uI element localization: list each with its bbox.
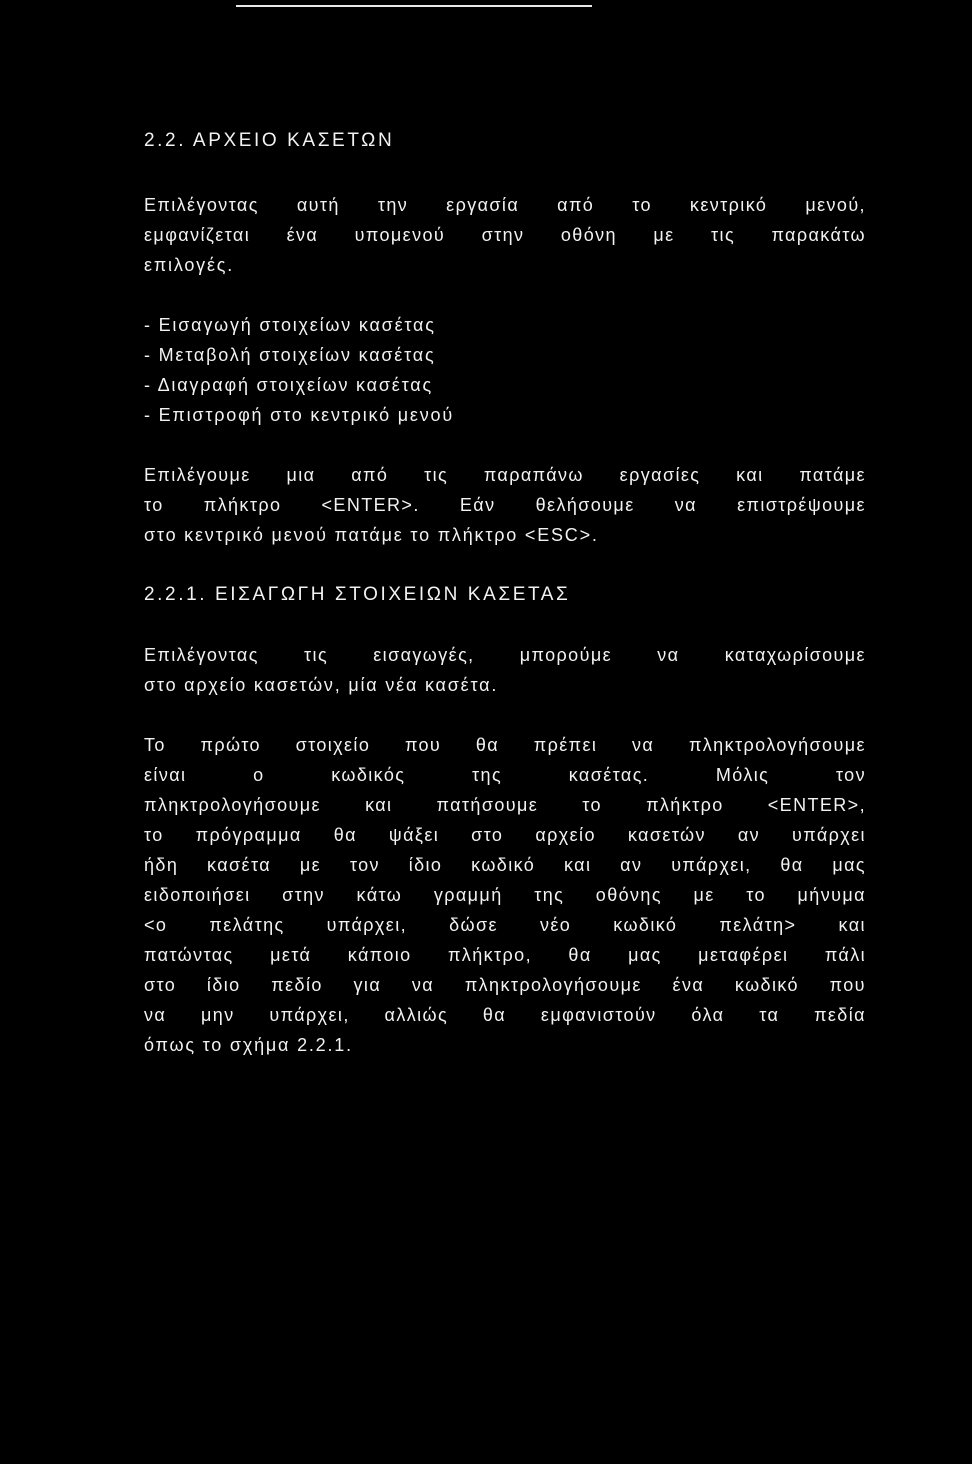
word: να — [632, 735, 655, 755]
word: κωδικό — [734, 975, 799, 995]
list-item: - Εισαγωγή στοιχείων κασέτας — [144, 315, 436, 335]
word: Επιλέγοντας — [144, 645, 259, 665]
text-line: επιλογές. — [144, 255, 235, 275]
word: που — [829, 975, 866, 995]
word: της — [534, 885, 565, 905]
word: νέο — [539, 915, 572, 935]
word: αν — [620, 855, 643, 875]
text-line — [144, 910, 866, 940]
word: ο — [253, 765, 265, 785]
text-line — [144, 880, 866, 910]
word: κάποιο — [347, 945, 412, 965]
word: της — [472, 765, 503, 785]
word: γραμμή — [433, 885, 503, 905]
word: κωδικό — [613, 915, 678, 935]
word: καταχωρίσουμε — [724, 645, 866, 665]
list-item: - Επιστροφή στο κεντρικό μενού — [144, 405, 454, 425]
word: Το — [144, 735, 166, 755]
subsection-heading: 2.2.1. ΕΙΣΑΓΩΓΗ ΣΤΟΙΧΕΙΩΝ ΚΑΣΕΤΑΣ — [144, 584, 571, 605]
text-line: στο κεντρικό μενού πατάμε το πλήκτρο <ESC>. — [144, 525, 599, 545]
word: το — [144, 825, 164, 845]
word: εργασίες — [619, 465, 701, 485]
word: αυτή — [296, 195, 340, 215]
word: εμφανίζεται — [144, 225, 251, 245]
word: το — [746, 885, 766, 905]
text-line — [144, 1000, 866, 1030]
text-line — [144, 490, 866, 520]
word: στο — [144, 975, 177, 995]
word: να — [144, 1005, 167, 1025]
word: με — [693, 885, 715, 905]
section-heading: 2.2. ΑΡΧΕΙΟ ΚΑΣΕΤΩΝ — [144, 130, 395, 151]
word: ήδη — [144, 855, 179, 875]
list-item: - Μεταβολή στοιχείων κασέτας — [144, 345, 436, 365]
word: μπορούμε — [519, 645, 613, 665]
word: οθόνη — [560, 225, 617, 245]
word: πλήκτρο — [646, 795, 724, 815]
word: από — [351, 465, 389, 485]
text-line — [144, 190, 866, 220]
top-rule — [236, 5, 592, 7]
word: να — [674, 495, 697, 515]
submenu-list — [144, 310, 866, 430]
word: υπάρχει — [792, 825, 866, 845]
text-line — [144, 940, 866, 970]
text-line: στο αρχείο κασετών, μία νέα κασέτα. — [144, 675, 499, 695]
word: τα — [759, 1005, 780, 1025]
word: ίδιο — [206, 975, 241, 995]
word: θα — [568, 945, 592, 965]
word: παραπάνω — [483, 465, 584, 485]
paragraph-2 — [144, 730, 866, 1060]
word: το — [582, 795, 602, 815]
word: με — [299, 855, 322, 875]
list-item: - Διαγραφή στοιχείων κασέτας — [144, 375, 433, 395]
intro-paragraph — [144, 190, 866, 280]
word: πρέπει — [533, 735, 598, 755]
word: κασετών — [627, 825, 706, 845]
word: να — [657, 645, 680, 665]
word: θα — [475, 735, 500, 755]
word: Εάν — [459, 495, 496, 515]
word: τις — [711, 225, 736, 245]
word: πρόγραμμα — [195, 825, 302, 845]
word: και — [736, 465, 764, 485]
word: υπάρχει, — [269, 1005, 350, 1025]
word: κάτω — [356, 885, 403, 905]
word: αν — [737, 825, 761, 845]
word: δώσε — [449, 915, 498, 935]
word: κασέτα — [207, 855, 272, 875]
word: εισαγωγές, — [373, 645, 475, 665]
word: από — [557, 195, 595, 215]
word: θα — [333, 825, 357, 845]
word: μήνυμα — [797, 885, 866, 905]
word: όλα — [691, 1005, 725, 1025]
word: την — [377, 195, 409, 215]
word: Επιλέγοντας — [144, 195, 259, 215]
text-line — [144, 850, 866, 880]
word: στοιχείο — [295, 735, 371, 755]
document-body — [144, 126, 866, 1060]
word: τις — [424, 465, 449, 485]
word: στο — [471, 825, 504, 845]
word: <ENTER>. — [321, 495, 420, 515]
word: πελάτη> — [719, 915, 797, 935]
word: εμφανιστούν — [540, 1005, 657, 1025]
word: τον — [349, 855, 380, 875]
word: πατάμε — [799, 465, 866, 485]
word: μια — [286, 465, 316, 485]
word: πληκτρολογήσουμε — [144, 795, 321, 815]
word: μετά — [270, 945, 312, 965]
word: παρακάτω — [771, 225, 866, 245]
word: που — [404, 735, 442, 755]
text-line — [144, 220, 866, 250]
word: μενού, — [805, 195, 866, 215]
word: και — [563, 855, 592, 875]
text-line: όπως το σχήμα 2.2.1. — [144, 1035, 353, 1055]
word: στην — [481, 225, 525, 245]
word: θελήσουμε — [535, 495, 635, 515]
word: πάλι — [824, 945, 866, 965]
word: θα — [780, 855, 804, 875]
word: οθόνης — [595, 885, 662, 905]
word: κεντρικό — [689, 195, 768, 215]
word: για — [353, 975, 382, 995]
word: το — [144, 495, 164, 515]
word: μην — [201, 1005, 235, 1025]
word: εργασία — [446, 195, 520, 215]
word: κασέτας. — [568, 765, 650, 785]
text-line — [144, 970, 866, 1000]
word: και — [365, 795, 393, 815]
word: πατήσουμε — [436, 795, 539, 815]
word: πλήκτρο, — [447, 945, 532, 965]
word: πατώντας — [144, 945, 234, 965]
paragraph-1 — [144, 640, 866, 700]
word: με — [653, 225, 675, 245]
word: <ENTER>, — [767, 795, 866, 815]
word: κωδικό — [471, 855, 536, 875]
text-line — [144, 790, 866, 820]
word: μας — [832, 855, 866, 875]
word: ειδοποιήσει — [144, 885, 251, 905]
instructions-paragraph — [144, 460, 866, 550]
word: αλλιώς — [384, 1005, 449, 1025]
word: το — [632, 195, 652, 215]
word: είναι — [144, 765, 187, 785]
word: ψάξει — [388, 825, 440, 845]
text-line — [144, 460, 866, 490]
word: ίδιο — [408, 855, 443, 875]
word: μεταφέρει — [698, 945, 789, 965]
word: κωδικός — [331, 765, 406, 785]
text-line — [144, 640, 866, 670]
word: πεδίο — [271, 975, 323, 995]
text-line — [144, 760, 866, 790]
word: μας — [628, 945, 662, 965]
word: αρχείο — [535, 825, 596, 845]
word: Επιλέγουμε — [144, 465, 251, 485]
word: τις — [304, 645, 329, 665]
word: υπομενού — [354, 225, 446, 245]
word: θα — [482, 1005, 507, 1025]
word: ένα — [672, 975, 705, 995]
word: και — [838, 915, 866, 935]
word: <ο — [144, 915, 168, 935]
text-line — [144, 730, 866, 760]
text-line — [144, 820, 866, 850]
word: ένα — [286, 225, 319, 245]
word: πληκτρολογήσουμε — [464, 975, 642, 995]
word: επιστρέψουμε — [737, 495, 866, 515]
word: πλήκτρο — [203, 495, 282, 515]
word: υπάρχει, — [326, 915, 407, 935]
word: πληκτρολογήσουμε — [688, 735, 866, 755]
word: πρώτο — [200, 735, 261, 755]
word: να — [411, 975, 435, 995]
word: πεδία — [814, 1005, 866, 1025]
word: στην — [282, 885, 325, 905]
word: υπάρχει, — [671, 855, 752, 875]
word: τον — [835, 765, 866, 785]
word: Μόλις — [715, 765, 770, 785]
word: πελάτης — [209, 915, 285, 935]
